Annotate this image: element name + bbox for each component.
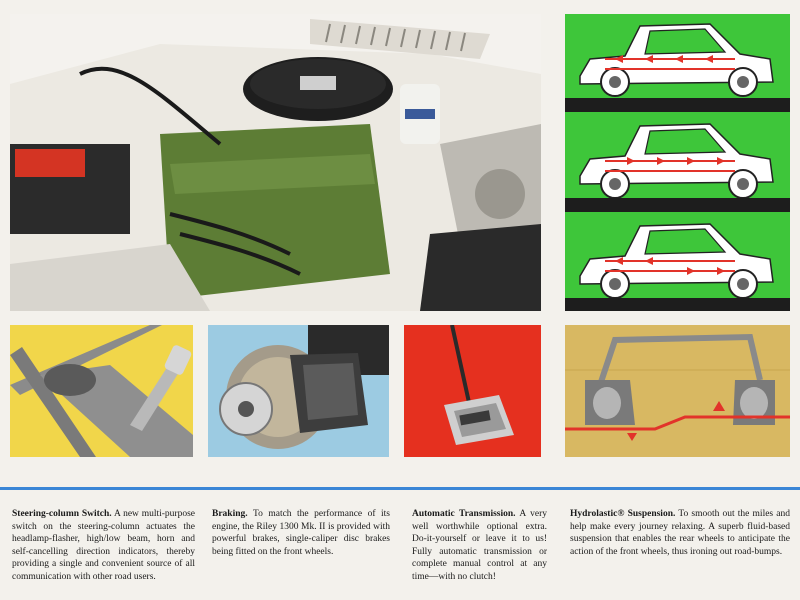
caption-steering-heading: Steering-column Switch. <box>12 509 112 519</box>
caption-suspension-heading: Hydrolastic® Suspension. <box>570 509 676 519</box>
automatic-transmission-photo <box>404 325 541 457</box>
caption-suspension-body: To smooth out the miles and help make every journey relaxing. A superb fluid-based suspension that enables the rear wheels to anticipate the action of the front wheels, thus ironing out road-bumps. <box>570 509 790 557</box>
caption-braking-body: To match the performance of its engine, the Riley 1300 Mk. II is provided with powerful brakes, single-caliper disc brakes being fitted on the front wheels. <box>212 509 390 557</box>
hydrolastic-car-diagrams <box>565 14 790 311</box>
caption-suspension <box>570 508 790 558</box>
caption-braking <box>212 508 390 558</box>
disc-brake-photo <box>208 325 389 457</box>
caption-steering-body: A new multi-purpose switch on the steering-column actuates the headlamp-flasher, high/low beam, horn and self-cancelling direction indicators, thereby providing a single and convenient source of all communication with other road users. <box>12 509 196 582</box>
caption-transmission-body: A very well worthwhile optional extra. Do-it-yourself or leave it to us! Fully automatic transmission or complete manual control at any time—with no clutch! <box>412 509 547 582</box>
steering-column-photo <box>10 325 193 457</box>
caption-transmission-heading: Automatic Transmission. <box>412 509 516 519</box>
accent-divider <box>0 487 800 490</box>
hydrolastic-cutaway-diagram <box>565 325 790 457</box>
engine-bay-photo <box>10 14 541 311</box>
caption-steering <box>12 508 195 584</box>
caption-braking-heading: Braking. <box>212 509 248 519</box>
caption-transmission <box>412 508 547 584</box>
